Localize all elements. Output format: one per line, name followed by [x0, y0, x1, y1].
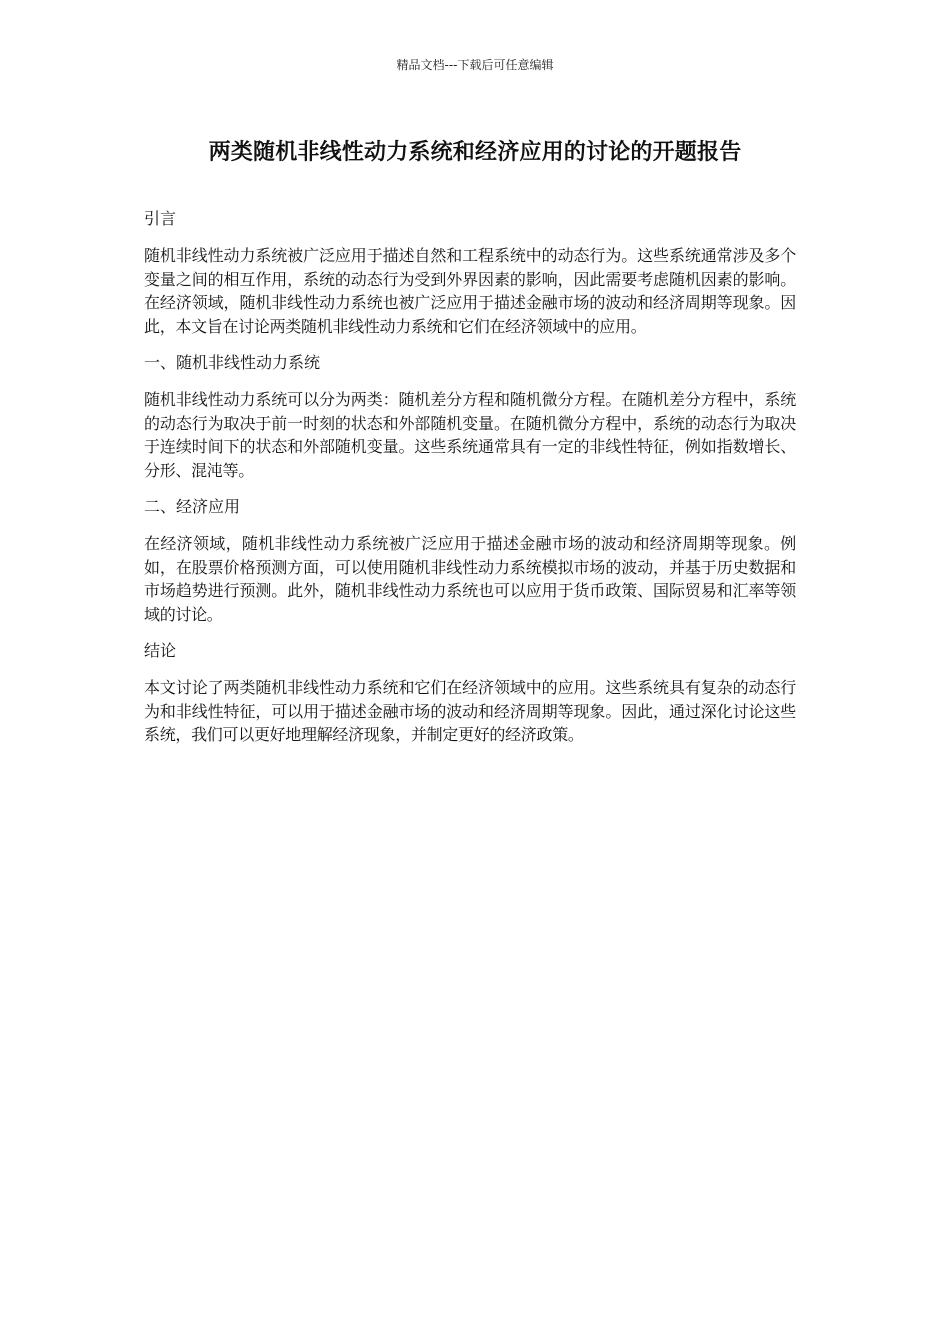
section-paragraph: 随机非线性动力系统可以分为两类：随机差分方程和随机微分方程。在随机差分方程中，系统的动态行为取决于前一时刻的状态和外部随机变量。在随机微分方程中，系统的动态行为取决于连续时间下的状态和外部随机变量。这些系统通常具有一定的非线性特征，例如指数增长、分形、混沌等。	[144, 390, 796, 480]
section-heading: 引言	[144, 209, 177, 228]
page-header-watermark: 精品文档---下载后可任意编辑	[396, 58, 554, 72]
section-heading: 结论	[144, 641, 177, 660]
section-economic-applications	[144, 494, 796, 626]
section-paragraph: 随机非线性动力系统被广泛应用于描述自然和工程系统中的动态行为。这些系统通常涉及多个变量之间的相互作用，系统的动态行为受到外界因素的影响，因此需要考虑随机因素的影响。在经济领域，随机非线性动力系统也被广泛应用于描述金融市场的波动和经济周期等现象。因此，本文旨在讨论两类随机非线性动力系统和它们在经济领域中的应用。	[144, 246, 796, 336]
section-heading: 一、随机非线性动力系统	[144, 353, 321, 372]
section-introduction	[144, 206, 796, 338]
section-paragraph: 本文讨论了两类随机非线性动力系统和它们在经济领域中的应用。这些系统具有复杂的动态行为和非线性特征，可以用于描述金融市场的波动和经济周期等现象。因此，通过深化讨论这些系统，我们可以更好地理解经济现象，并制定更好的经济政策。	[144, 678, 796, 744]
document-body	[144, 206, 796, 759]
section-heading: 二、经济应用	[144, 497, 241, 516]
section-paragraph: 在经济领域，随机非线性动力系统被广泛应用于描述金融市场的波动和经济周期等现象。例如，在股票价格预测方面，可以使用随机非线性动力系统模拟市场的波动，并基于历史数据和市场趋势进行预测。此外，随机非线性动力系统也可以应用于货币政策、国际贸易和汇率等领域的讨论。	[144, 534, 796, 624]
section-conclusion	[144, 638, 796, 747]
document-title: 两类随机非线性动力系统和经济应用的讨论的开题报告	[208, 140, 742, 165]
section-stochastic-systems	[144, 350, 796, 482]
